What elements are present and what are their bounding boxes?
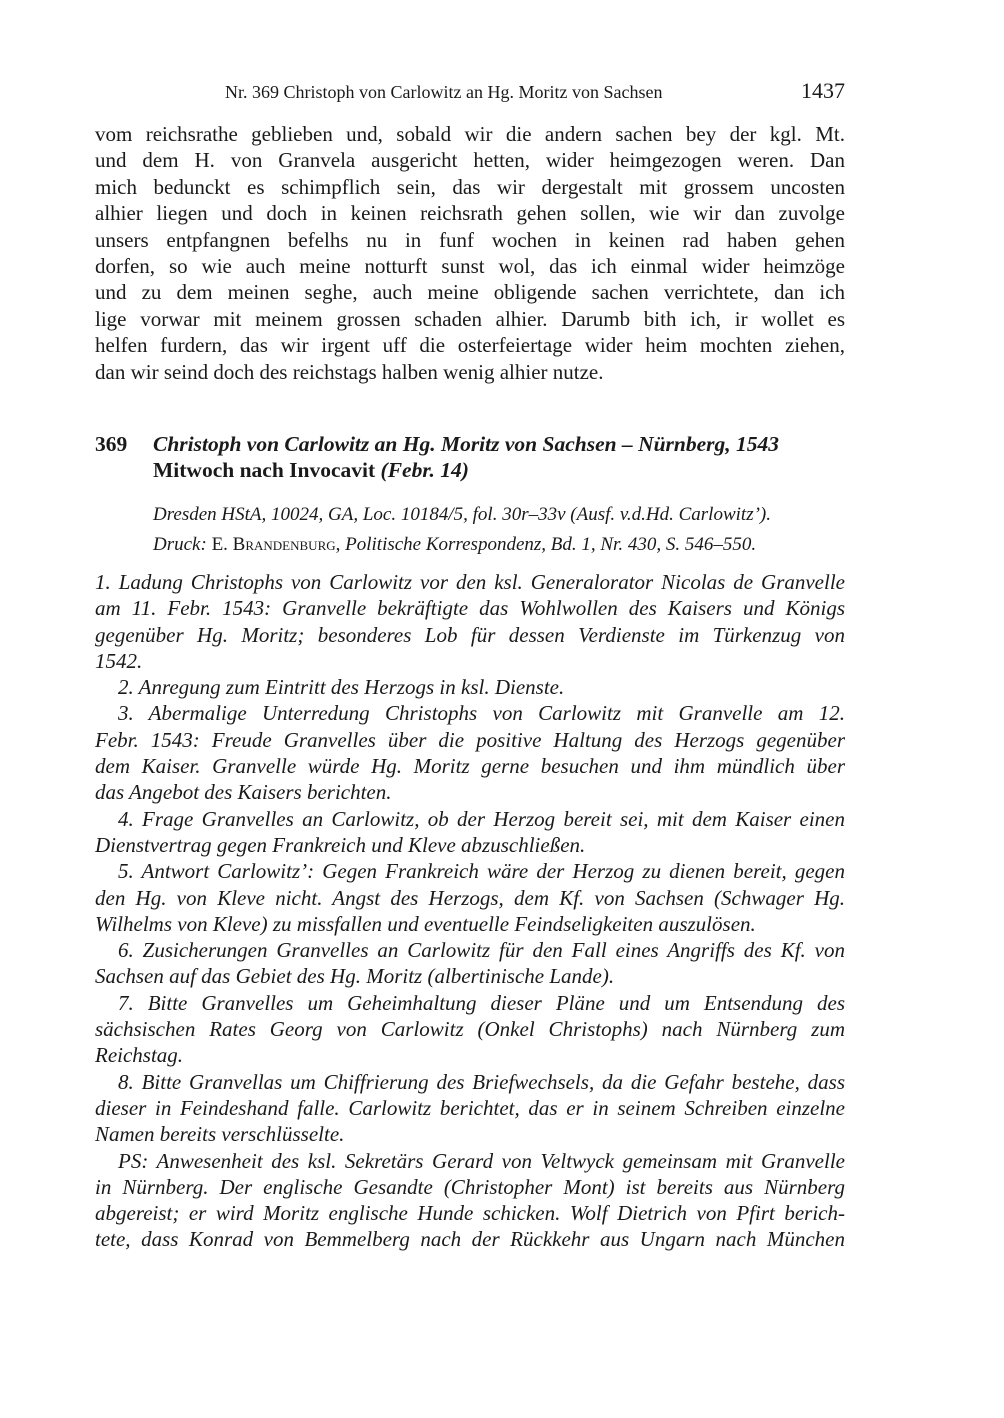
summary-line: sächsischen Rates Georg von Carlowitz (Onkel Christophs) nach Nürnberg zum bbox=[95, 1017, 845, 1042]
summary-line: Sachsen auf das Gebiet des Hg. Moritz (albertinische Lande). bbox=[95, 964, 615, 989]
summary-line: Namen bereits verschlüsselte. bbox=[95, 1122, 345, 1147]
summary-line: 8. Bitte Granvellas um Chiffrierung des Briefwechsels, da die Gefahr bestehe, dass bbox=[118, 1069, 845, 1094]
summary-paragraph bbox=[95, 1069, 845, 1148]
text-line: mich bedunckt es schimpflich sein, das wir dergestalt mit grossem uncosten bbox=[95, 174, 845, 199]
summary-paragraph bbox=[95, 569, 845, 674]
text-line: und dem H. von Granvela ausgericht hetten, wider heimgezogen weren. Dan bbox=[95, 148, 845, 173]
summary-line: das Angebot des Kaisers berichten. bbox=[95, 780, 392, 805]
print-reference bbox=[153, 534, 845, 556]
text-line: unsers entpfangnen befelhs nu in funf wochen in keinen rad haben gehen bbox=[95, 227, 845, 252]
document-title: Christoph von Carlowitz an Hg. Moritz von Sachsen – Nürnberg, 1543 bbox=[153, 432, 780, 456]
summary bbox=[95, 569, 845, 1253]
summary-line: Wilhelms von Kleve) zu missfallen und eventuelle Feindseligkeiten auszulösen. bbox=[95, 911, 756, 936]
summary-paragraph bbox=[95, 858, 845, 937]
summary-line: Febr. 1543: Freude Granvelles über die positive Haltung des Herzogs gegenüber bbox=[95, 727, 845, 752]
summary-paragraph bbox=[95, 1148, 845, 1253]
summary-line: 6. Zusicherungen Granvelles an Carlowitz für den Fall eines Angriffs des Kf. von bbox=[118, 938, 845, 963]
summary-line: den Hg. von Kleve nicht. Angst des Herzogs, dem Kf. von Sachsen (Schwager Hg. bbox=[95, 885, 845, 910]
summary-line: 5. Antwort Carlowitz’: Gegen Frankreich wäre der Herzog zu dienen bereit, gegen bbox=[118, 859, 845, 884]
running-header bbox=[95, 80, 845, 106]
summary-line: 7. Bitte Granvelles um Geheimhaltung dieser Pläne und um Entsendung des bbox=[118, 990, 845, 1015]
document-heading bbox=[95, 431, 845, 483]
text-line: helfen furdern, das wir irgent uff die osterfeiertage wider heim mochten ziehen, bbox=[95, 333, 845, 358]
summary-line: gegenüber Hg. Moritz; besonderes Lob für dessen Verdienste im Türkenzug von bbox=[95, 622, 845, 647]
summary-paragraph bbox=[95, 700, 845, 805]
summary-line: 3. Abermalige Unterredung Christophs von Carlowitz mit Granvelle am 12. bbox=[118, 701, 845, 726]
running-title: Nr. 369 Christoph von Carlowitz an Hg. Moritz von Sachsen bbox=[225, 82, 663, 102]
document-date: Mitwoch nach Invocavit bbox=[153, 458, 376, 482]
summary-line: in Nürnberg. Der englische Gesandte (Christopher Mont) ist bereits aus Nürnberg bbox=[95, 1174, 845, 1199]
text-line: dorfen, so wie auch meine notturft sunst wol, das ich einmal wider heimzöge bbox=[95, 254, 845, 279]
summary-line: dem Kaiser. Granvelle würde Hg. Moritz gerne besuchen und ihm mündlich über bbox=[95, 754, 845, 779]
summary-line: PS: Anwesenheit des ksl. Sekretärs Gerard von Veltwyck gemeinsam mit Granvelle bbox=[118, 1148, 845, 1173]
text-line: lige vorwar mit meinem grossen schaden alhier. Darumb bith ich, ir wollet es bbox=[95, 306, 845, 331]
page-number: 1437 bbox=[801, 78, 845, 103]
text-line: vom reichsrathe geblieben und, sobald wir die andern sachen bey der kgl. Mt. bbox=[95, 122, 845, 146]
summary-line: 4. Frage Granvelles an Carlowitz, ob der Herzog bereit sei, mit dem Kaiser einen bbox=[118, 806, 845, 831]
summary-line: Reichstag. bbox=[95, 1043, 184, 1068]
summary-line: Dienstvertrag gegen Frankreich und Kleve abzuschließen. bbox=[95, 832, 586, 857]
print-title: Politische Korrespondenz, Bd. 1, Nr. 430, S. 546–550. bbox=[345, 534, 757, 555]
summary-paragraph bbox=[95, 937, 845, 990]
summary-line: 2. Anregung zum Eintritt des Herzogs in ksl. Dienste. bbox=[118, 675, 565, 700]
text-line: alhier liegen und doch in keinen reichsrath gehen sollen, wie wir dan zuvolge bbox=[95, 201, 845, 226]
summary-line: tete, dass Konrad von Bemmelberg nach der Rückkehr aus Ungarn nach München bbox=[95, 1227, 845, 1252]
summary-paragraph bbox=[95, 990, 845, 1069]
text-line: und zu dem meinen seghe, auch meine obligende sachen verrichtete, dan ich bbox=[95, 280, 845, 305]
document-date-normalized: (Febr. 14) bbox=[380, 458, 469, 482]
body-text bbox=[95, 121, 845, 385]
summary-line: 1. Ladung Christophs von Carlowitz vor den ksl. Generalorator Nicolas de Granvelle bbox=[95, 570, 845, 594]
summary-line: am 11. Febr. 1543: Granvelle bekräftigte das Wohlwollen des Kaisers und Königs bbox=[95, 596, 845, 621]
print-label: Druck: bbox=[153, 534, 207, 555]
summary-paragraph bbox=[95, 806, 845, 859]
summary-line: dieser in Feindeshand falle. Carlowitz berichtet, das er in seinem Schreiben einzelne bbox=[95, 1095, 845, 1120]
source-reference: Dresden HStA, 10024, GA, Loc. 10184/5, fol. 30r–33v (Ausf. v.d.Hd. Carlowitz’). bbox=[153, 504, 771, 525]
summary-line: 1542. bbox=[95, 648, 143, 673]
summary-line: abgereist; er wird Moritz englische Hunde schicken. Wolf Dietrich von Pfirt berich- bbox=[95, 1201, 845, 1226]
print-author: E. Brandenburg, bbox=[211, 534, 341, 555]
document-number: 369 bbox=[95, 432, 128, 456]
text-line: dan wir seind doch des reichstags halben wenig alhier nutze. bbox=[95, 359, 604, 384]
summary-paragraph bbox=[95, 674, 845, 700]
